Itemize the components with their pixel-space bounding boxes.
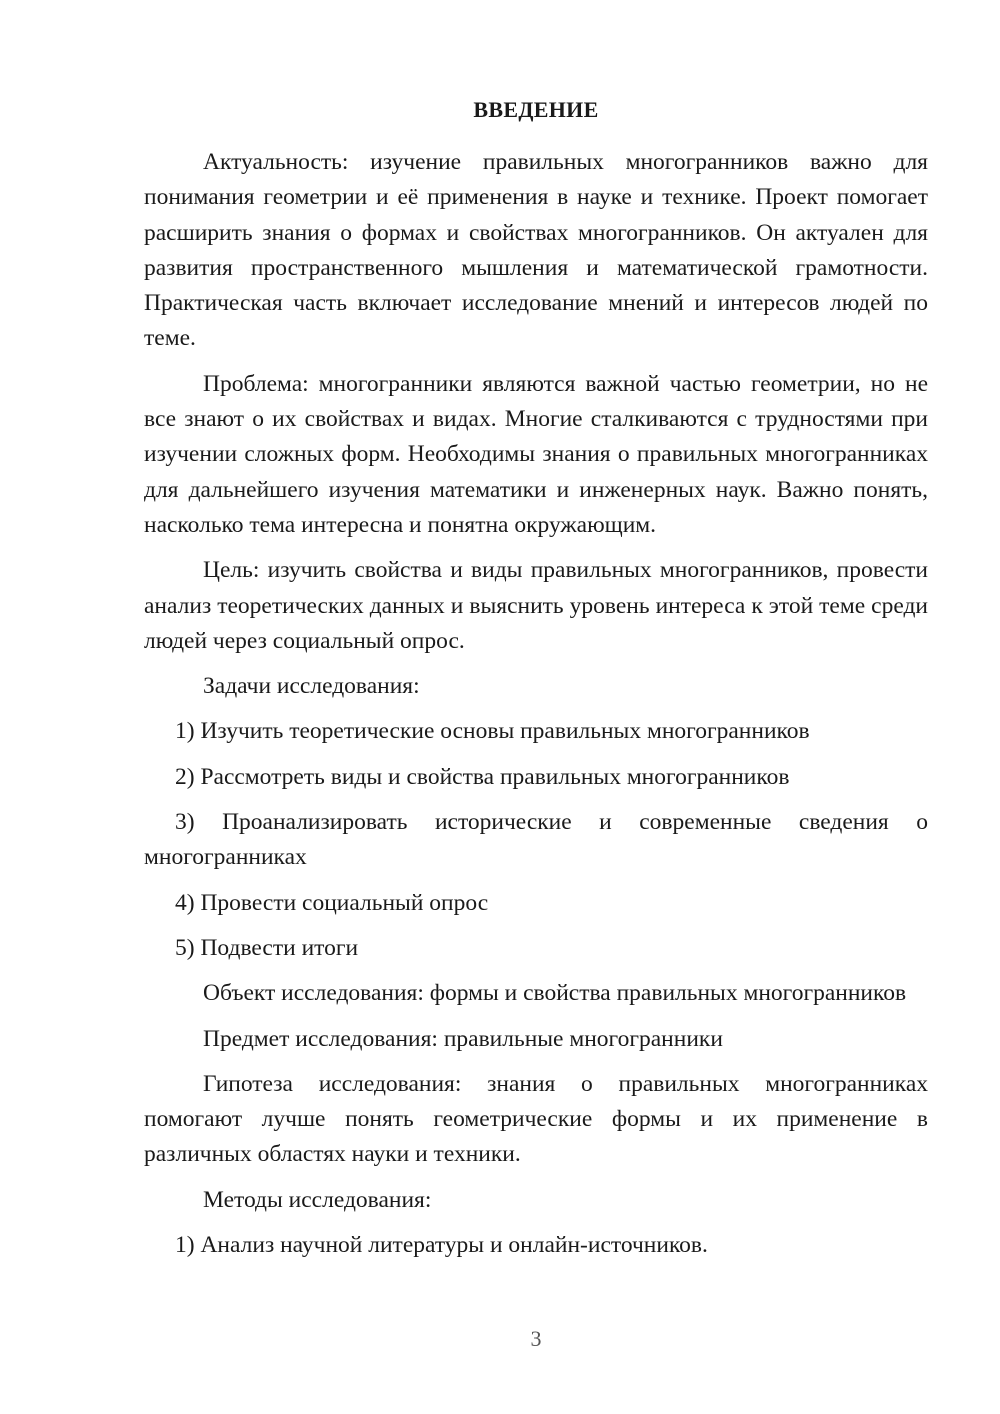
- paragraph-object: Объект исследования: формы и свойства правильных многогранников: [203, 980, 907, 1007]
- task-item-5: 5) Подвести итоги: [175, 934, 359, 961]
- section-title: ВВЕДЕНИЕ: [473, 97, 599, 122]
- paragraph-problem: Проблема: многогранники являются важной частью геометрии, но не все знают о их свойствах и видах. Многие сталкиваются с трудностями при изучении сложных форм. Необходимы знания о правильных многогранниках для дальнейшего изучения математики и инженерных наук. Важно понять, насколько тема интересна и понятна окружающим.: [144, 370, 928, 538]
- page-number: 3: [530, 1326, 542, 1351]
- task-item-2: 2) Рассмотреть виды и свойства правильных многогранников: [175, 763, 790, 790]
- method-item-1: 1) Анализ научной литературы и онлайн-источников.: [175, 1232, 708, 1259]
- task-item-4: 4) Провести социальный опрос: [175, 889, 489, 916]
- paragraph-goal: Цель: изучить свойства и виды правильных многогранников, провести анализ теоретических данных и выяснить уровень интереса к этой теме среди людей через социальный опрос.: [144, 557, 928, 654]
- paragraph-subject: Предмет исследования: правильные многогранники: [203, 1025, 723, 1052]
- paragraph-relevance: Актуальность: изучение правильных многогранников важно для понимания геометрии и её применения в науке и технике. Проект помогает расширить знания о формах и свойствах многогранников. Он актуален для развития пространственного мышления и математической грамотности. Практическая часть включает исследование мнений и интересов людей по теме.: [144, 149, 928, 352]
- task-item-1: 1) Изучить теоретические основы правильных многогранников: [175, 718, 810, 745]
- paragraph-hypothesis: Гипотеза исследования: знания о правильных многогранниках помогают лучше понять геометрические формы и их применение в различных областях науки и техники.: [144, 1070, 928, 1168]
- task-item-3: 3) Проанализировать исторические и современные сведения о многогранниках: [144, 809, 928, 871]
- methods-heading: Методы исследования:: [203, 1186, 432, 1213]
- page-content: [144, 95, 928, 1273]
- tasks-heading: Задачи исследования:: [203, 673, 420, 700]
